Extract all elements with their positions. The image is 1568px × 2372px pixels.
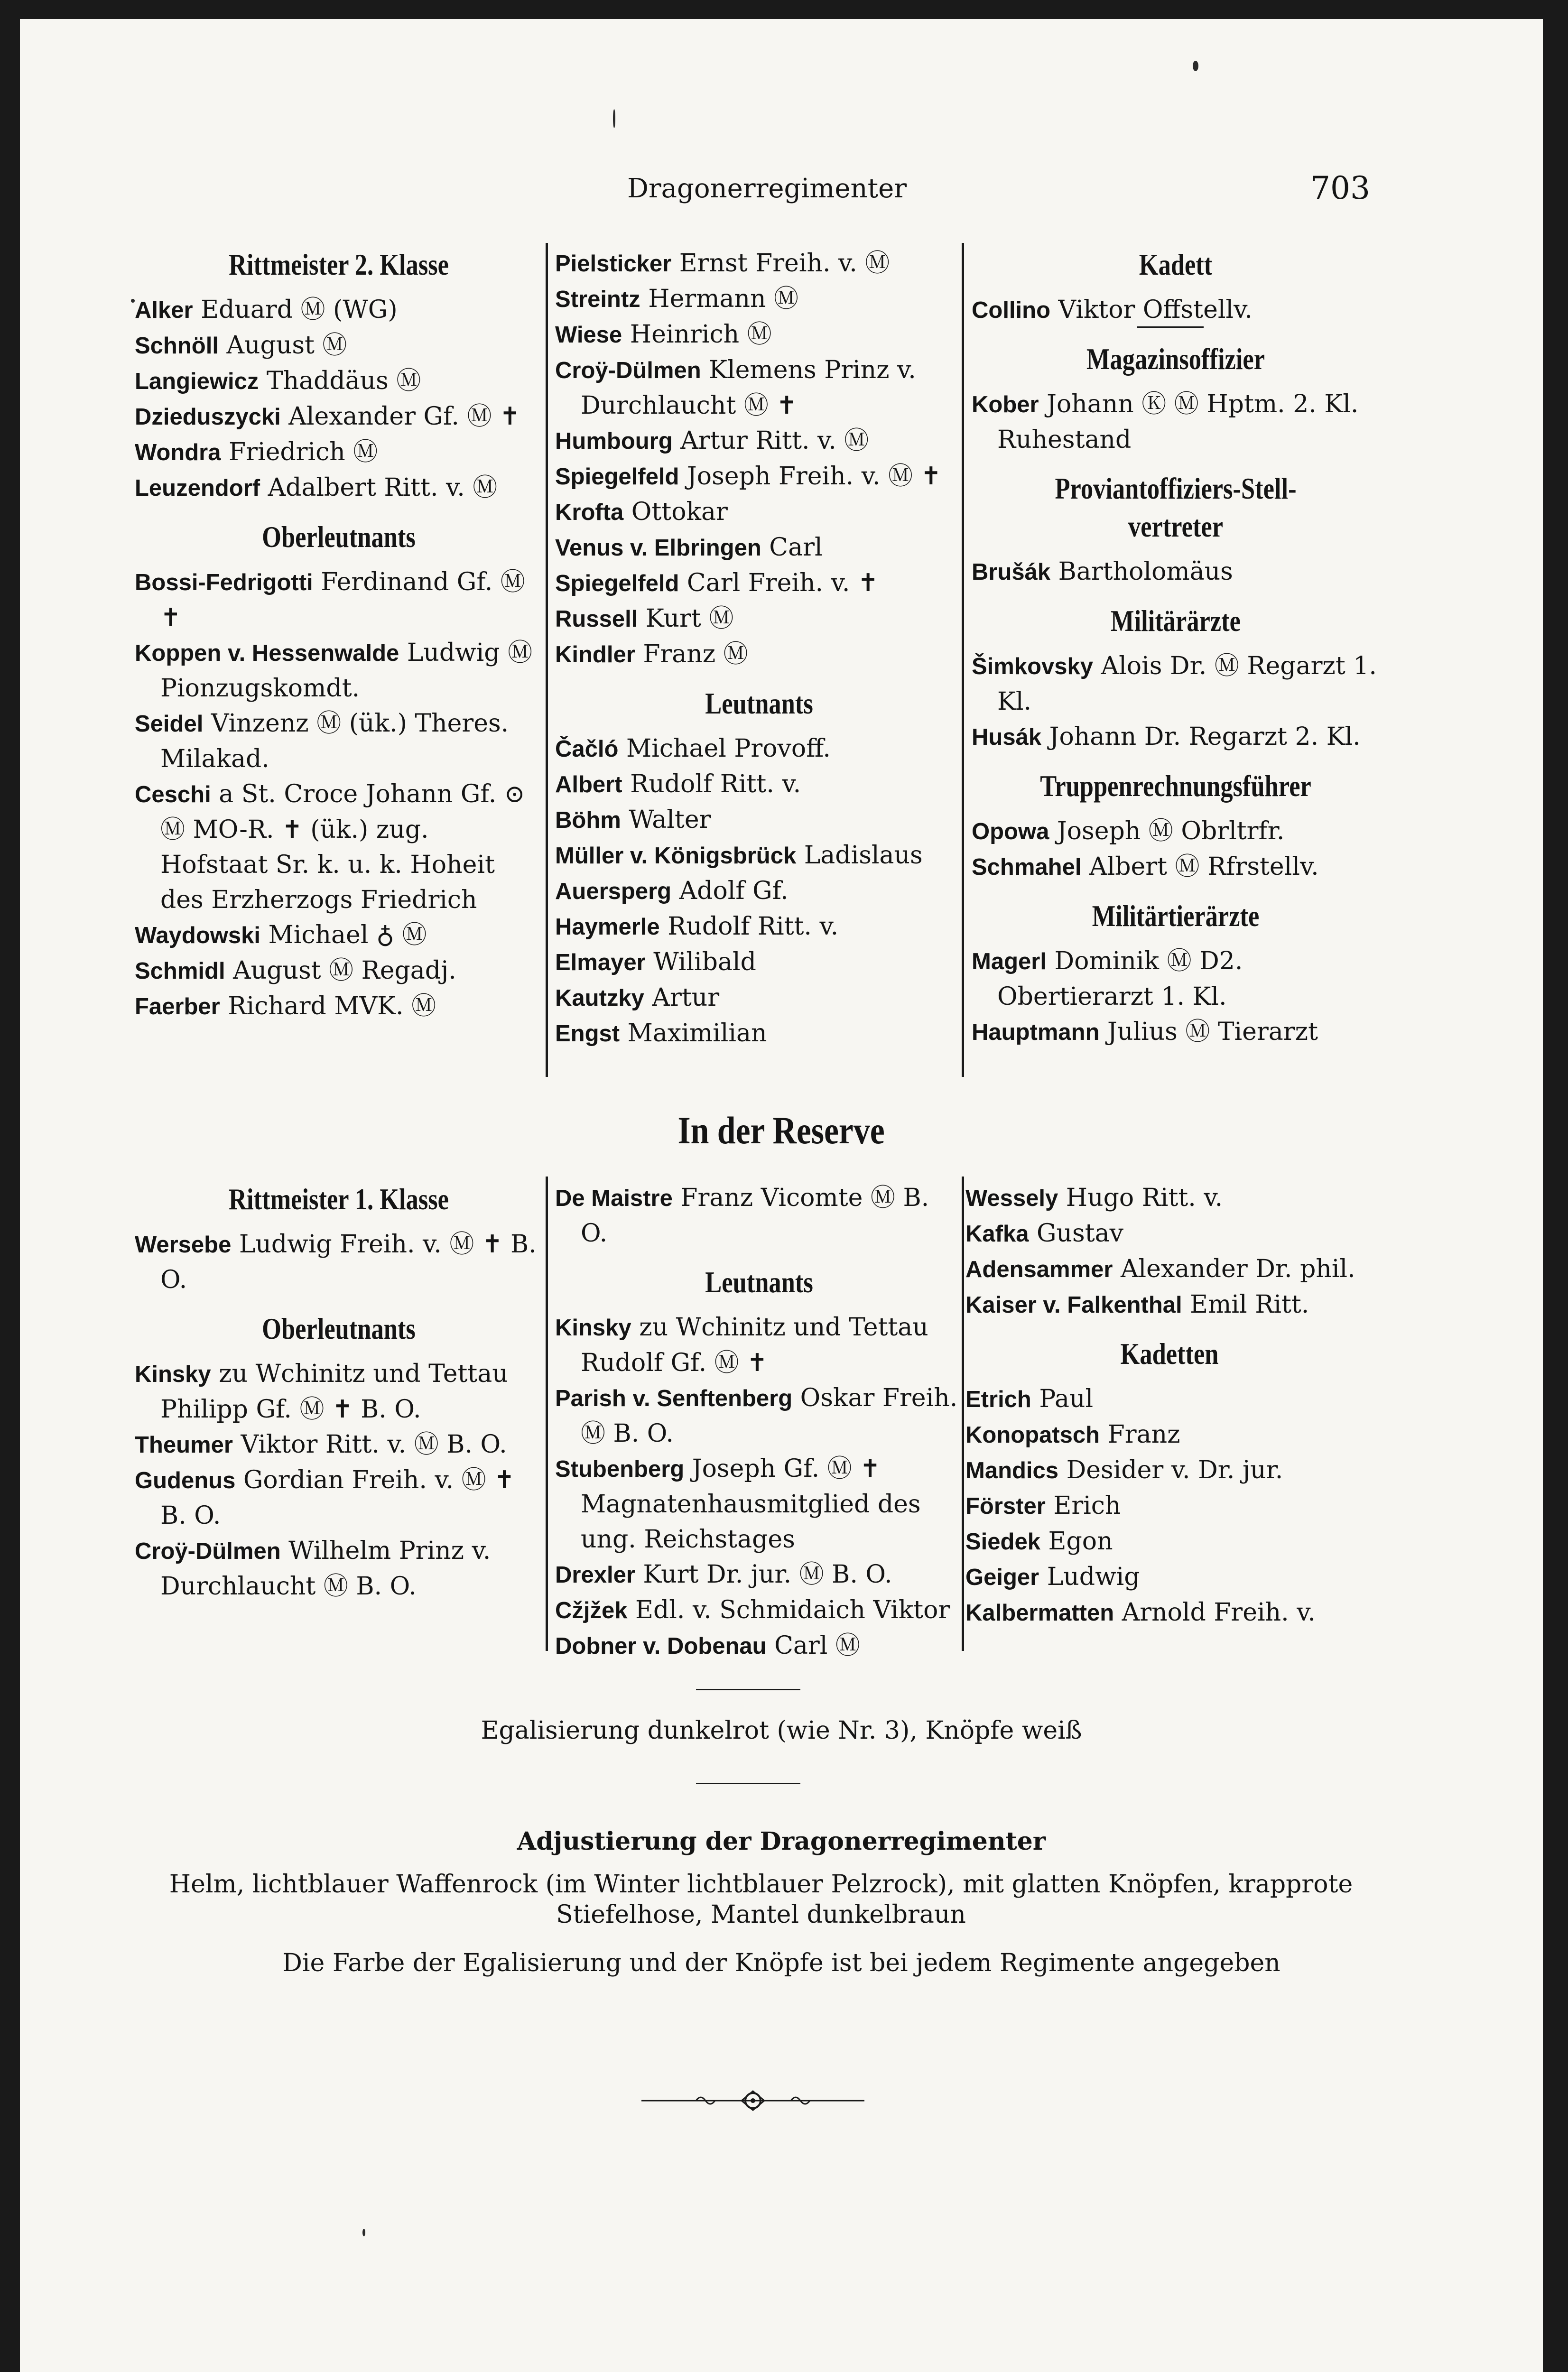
entry-details: Viktor Ritt. v. Ⓜ B. O. [232, 1430, 507, 1459]
column-top-middle [555, 246, 963, 1051]
entry-details: Richard MVK. Ⓜ [220, 992, 436, 1020]
entry-details: Viktor Offstellv. [1050, 296, 1253, 324]
entry-details: Erich [1045, 1492, 1121, 1520]
roster-entry [135, 777, 543, 917]
section-heading: Oberleutnants [262, 1312, 416, 1345]
roster-entry [972, 849, 1380, 885]
entry-surname: Leuzendorf [135, 475, 260, 501]
roster-entry [965, 1180, 1373, 1216]
scan-speck [1193, 61, 1198, 71]
column-divider [962, 1177, 964, 1651]
entry-surname: Kindler [555, 642, 635, 667]
entry-details: Ernst Freih. v. Ⓜ [671, 249, 890, 278]
entry-surname: Kafka [965, 1221, 1029, 1247]
roster-entry [135, 953, 543, 989]
roster-entry [965, 1251, 1373, 1287]
entry-details: Carl [761, 533, 823, 562]
separator-rule [696, 1783, 800, 1784]
roster-entry [135, 565, 543, 635]
entry-surname: Krofta [555, 500, 624, 525]
entry-details: Rudolf Ritt. v. [659, 912, 839, 941]
entry-surname: Konopatsch [965, 1422, 1100, 1448]
entry-surname: Auersperg [555, 879, 672, 904]
entry-details: Vinzenz Ⓜ (ük.) Theres. Milakad. [160, 709, 509, 773]
entry-details: Kurt Dr. jur. Ⓜ B. O. [635, 1560, 892, 1589]
column-top-left [135, 246, 543, 1024]
entry-details: Thaddäus Ⓜ [259, 367, 421, 395]
entry-surname: Seidel [135, 711, 204, 737]
entry-surname: Schmidl [135, 958, 225, 984]
entry-details: Friedrich Ⓜ [221, 438, 378, 466]
entry-surname: Croÿ-Dülmen [555, 358, 701, 383]
roster-entry [555, 909, 963, 945]
roster-entry [555, 1593, 963, 1628]
section-heading: Oberleutnants [262, 520, 416, 554]
entry-surname: Stubenberg [555, 1456, 685, 1482]
running-header: Dragonerregimenter [627, 173, 907, 204]
section-heading: Militärärzte [1111, 604, 1241, 638]
column-divider [962, 243, 964, 1077]
section-heading: Kadetten [1120, 1337, 1219, 1371]
roster-entry [555, 423, 963, 459]
roster-entry [555, 601, 963, 637]
entry-surname: Alker [135, 297, 193, 323]
entry-details: Franz Ⓜ [635, 640, 748, 668]
entry-surname: Collino [972, 297, 1051, 323]
column-divider [546, 1177, 548, 1651]
entry-surname: Streintz [555, 287, 640, 312]
entry-surname: Gudenus [135, 1468, 236, 1493]
entry-details: Artur Ritt. v. Ⓜ [672, 426, 869, 455]
entry-surname: Langiewicz [135, 369, 259, 394]
entry-details: zu Wchinitz und Tettau Philipp Gf. Ⓜ ✝ B. O. [160, 1360, 508, 1424]
roster-entry [972, 944, 1380, 1014]
roster-entry [135, 363, 543, 399]
entry-surname: Šimkovsky [972, 654, 1094, 679]
entry-surname: Ceschi [135, 782, 211, 807]
reserve-title-wrap [20, 1108, 1543, 1153]
entry-details: zu Wchinitz und Tettau Rudolf Gf. Ⓜ ✝ [581, 1313, 928, 1377]
separator-rule [696, 1689, 800, 1690]
section-heading: Proviantoffiziers-Stell-vertreter [1055, 472, 1297, 543]
entry-surname: De Maistre [555, 1186, 673, 1211]
roster-entry [135, 1427, 543, 1463]
entry-surname: Kober [972, 392, 1039, 417]
roster-entry [555, 767, 963, 802]
page-number: 703 [1310, 170, 1370, 206]
entry-details: Julius Ⓜ Tierarzt [1099, 1018, 1318, 1046]
entry-surname: Kalbermatten [965, 1600, 1114, 1626]
roster-entry [555, 352, 963, 423]
entry-surname: Venus v. Elbringen [555, 535, 761, 561]
entry-details: Carl Ⓜ [766, 1631, 860, 1660]
entry-surname: Förster [965, 1493, 1046, 1519]
roster-entry [972, 1014, 1380, 1050]
roster-entry [555, 459, 963, 494]
entry-details: Adolf Gf. [671, 877, 789, 905]
roster-entry [135, 1533, 543, 1604]
entry-surname: Čačló [555, 736, 619, 762]
roster-entry [965, 1595, 1373, 1631]
entry-surname: Wessely [965, 1186, 1058, 1211]
roster-entry [965, 1417, 1373, 1453]
roster-entry [555, 565, 963, 601]
entry-details: Ferdinand Gf. Ⓜ ✝ [160, 568, 525, 632]
entry-details: Joseph Gf. Ⓜ ✝ Magnatenhausmitglied des ung. Reichstages [581, 1455, 921, 1554]
entry-surname: Hauptmann [972, 1019, 1100, 1045]
roster-entry [972, 814, 1380, 849]
entry-surname: Pielsticker [555, 251, 672, 277]
entry-details: Desider v. Dr. jur. [1058, 1456, 1283, 1484]
roster-entry [555, 1016, 963, 1051]
roster-entry [555, 530, 963, 565]
entry-surname: Theumer [135, 1432, 233, 1458]
entry-details: Edl. v. Schmidaich Viktor [627, 1596, 950, 1624]
roster-entry [555, 1557, 963, 1593]
roster-entry [135, 917, 543, 953]
entry-surname: Humbourg [555, 428, 673, 454]
entry-surname: Böhm [555, 807, 621, 833]
entry-surname: Kaiser v. Falkenthal [965, 1292, 1182, 1318]
adjustierung-text: Helm, lichtblauer Waffenrock (im Winter lichtblauer Pelzrock), mit glatten Knöpfen, krapprote Stiefelhose, Mantel dunkelbraun [169, 1870, 1353, 1929]
entry-surname: Opowa [972, 819, 1049, 844]
book-page [20, 19, 1543, 2372]
entry-details: Alexander Gf. Ⓜ ✝ [280, 402, 520, 431]
section-heading: Rittmeister 1. Klasse [229, 1182, 449, 1216]
entry-surname: Wondra [135, 440, 221, 465]
roster-entry [135, 470, 543, 506]
roster-entry [965, 1216, 1373, 1251]
entry-surname: Mandics [965, 1458, 1059, 1483]
entry-details: Paul [1031, 1385, 1094, 1413]
roster-entry [135, 1356, 543, 1427]
section-heading: Leutnants [705, 1265, 813, 1299]
entry-surname: Cžjžek [555, 1598, 628, 1623]
roster-entry [965, 1488, 1373, 1524]
entry-details: Michael ♁ Ⓜ [260, 921, 427, 949]
entry-details: Joseph Freih. v. Ⓜ ✝ [679, 462, 942, 491]
reserve-title: In der Reserve [677, 1109, 885, 1152]
entry-details: Bartholomäus [1050, 557, 1233, 586]
roster-entry [965, 1559, 1373, 1595]
scan-speck [362, 2229, 365, 2236]
roster-entry [555, 281, 963, 317]
roster-entry [965, 1524, 1373, 1559]
roster-entry [555, 637, 963, 672]
entry-details: Albert Ⓜ Rfrstellv. [1081, 852, 1319, 881]
roster-entry [135, 1227, 543, 1297]
entry-details: Oskar Freih. Ⓜ B. O. [581, 1384, 958, 1448]
entry-details: Egon [1040, 1527, 1113, 1556]
roster-entry [135, 435, 543, 470]
roster-entry [135, 1463, 543, 1533]
roster-entry [555, 317, 963, 352]
entry-details: Rudolf Ritt. v. [622, 770, 801, 798]
entry-surname: Waydowski [135, 923, 261, 948]
entry-details: Michael Provoff. [618, 734, 831, 763]
entry-surname: Drexler [555, 1562, 635, 1588]
roster-entry [555, 802, 963, 838]
egalisierung-note: Egalisierung dunkelrot (wie Nr. 3), Knöpfe weiß [481, 1716, 1082, 1745]
entry-details: Ladislaus [796, 841, 923, 870]
entry-details: Heinrich Ⓜ [622, 320, 772, 349]
roster-entry [555, 246, 963, 281]
entry-surname: Albert [555, 772, 622, 797]
entry-surname: Wiese [555, 322, 622, 348]
entry-surname: Koppen v. Hessenwalde [135, 640, 399, 666]
section-heading: Truppenrechnungsführer [1040, 769, 1311, 803]
entry-surname: Haymerle [555, 914, 660, 940]
entry-surname: Croÿ-Dülmen [135, 1538, 281, 1564]
roster-entry [972, 292, 1380, 328]
roster-entry [555, 1628, 963, 1664]
entry-surname: Kautzky [555, 985, 644, 1011]
roster-entry [135, 292, 543, 328]
entry-details: Adalbert Ritt. v. Ⓜ [260, 473, 498, 502]
roster-entry [555, 838, 963, 873]
scan-speck [613, 109, 615, 128]
roster-entry [135, 328, 543, 363]
entry-details: Hugo Ritt. v. [1058, 1184, 1223, 1212]
roster-entry [972, 719, 1380, 755]
entry-details: Eduard Ⓜ (WG) [193, 296, 398, 324]
adjustierung-note: Die Farbe der Egalisierung und der Knöpfe ist bei jedem Regimente angegeben [282, 1949, 1280, 1977]
entry-surname: Brušák [972, 559, 1051, 585]
entry-details: Ludwig Freih. v. Ⓜ ✝ B. O. [160, 1230, 537, 1294]
entry-details: Gordian Freih. v. Ⓜ ✝ B. O. [160, 1466, 515, 1530]
entry-details: Klemens Prinz v. Durchlaucht Ⓜ ✝ [581, 356, 916, 420]
section-heading: Militärtierärzte [1092, 899, 1260, 933]
adjustierung-title: Adjustierung der Dragonerregimenter [517, 1827, 1046, 1856]
roster-entry [555, 494, 963, 530]
entry-surname: Dzieduszycki [135, 404, 281, 430]
entry-details: Wilibald [645, 948, 756, 976]
entry-surname: Faerber [135, 994, 220, 1019]
entry-surname: Spiegelfeld [555, 571, 679, 596]
column-divider [546, 243, 548, 1077]
roster-entry [972, 649, 1380, 719]
column-reserve-right [965, 1180, 1373, 1631]
roster-entry [965, 1453, 1373, 1488]
entry-surname: Etrich [965, 1387, 1031, 1412]
roster-entry [965, 1381, 1373, 1417]
roster-entry [555, 945, 963, 980]
entry-details: Wilhelm Prinz v. Durchlaucht Ⓜ B. O. [160, 1537, 491, 1601]
roster-entry [972, 387, 1380, 457]
entry-details: Artur [644, 983, 720, 1012]
entry-surname: Schnöll [135, 333, 219, 359]
entry-surname: Schmahel [972, 854, 1082, 880]
roster-entry [135, 706, 543, 777]
entry-details: Kurt Ⓜ [638, 604, 734, 633]
roster-entry [555, 980, 963, 1016]
roster-entry [555, 731, 963, 767]
roster-entry [965, 1287, 1373, 1323]
roster-entry [555, 1180, 963, 1251]
entry-details: a St. Croce Johann Gf. ⊙ Ⓜ MO-R. ✝ (ük.) zug. Hofstaat Sr. k. u. k. Hoheit des Erzherzogs Friedrich [160, 780, 525, 914]
entry-details: August Ⓜ Regadj. [225, 956, 456, 985]
roster-entry [555, 873, 963, 909]
scan-speck [131, 299, 135, 303]
section-heading: Leutnants [705, 686, 813, 720]
entry-surname: Magerl [972, 949, 1047, 974]
entry-details: Alexander Dr. phil. [1113, 1255, 1355, 1283]
roster-entry [135, 399, 543, 435]
short-rule [1137, 326, 1204, 328]
entry-surname: Bossi-Fedrigotti [135, 570, 313, 595]
roster-entry [555, 1451, 963, 1557]
entry-surname: Kinsky [135, 1362, 211, 1387]
entry-details: Franz Vicomte Ⓜ B. O. [581, 1184, 929, 1248]
entry-surname: Engst [555, 1021, 620, 1047]
entry-surname: Husák [972, 724, 1042, 750]
entry-details: Franz [1100, 1420, 1180, 1449]
entry-details: Johann Ⓚ Ⓜ Hptm. 2. Kl. Ruhestand [997, 390, 1359, 454]
entry-details: Dominik Ⓜ D2. Obertierarzt 1. Kl. [997, 947, 1243, 1011]
entry-details: Walter [621, 806, 711, 834]
entry-details: Maximilian [620, 1019, 767, 1047]
entry-surname: Russell [555, 606, 638, 632]
entry-details: Alois Dr. Ⓜ Regarzt 1. Kl. [997, 652, 1377, 716]
entry-details: Joseph Ⓜ Obrltrfr. [1049, 817, 1285, 845]
entry-details: Emil Ritt. [1182, 1290, 1309, 1319]
entry-surname: Elmayer [555, 950, 646, 975]
entry-surname: Geiger [965, 1565, 1039, 1590]
entry-surname: Wersebe [135, 1232, 232, 1258]
entry-details: August Ⓜ [218, 331, 347, 360]
entry-details: Ottokar [623, 498, 728, 526]
entry-surname: Parish v. Senftenberg [555, 1386, 793, 1411]
roster-entry [972, 554, 1380, 590]
roster-entry [555, 1310, 963, 1381]
entry-details: Gustav [1029, 1219, 1123, 1248]
entry-surname: Spiegelfeld [555, 464, 679, 490]
column-reserve-left [135, 1180, 543, 1604]
decorative-ornament [641, 2087, 864, 2114]
entry-details: Carl Freih. v. ✝ [679, 569, 879, 597]
column-reserve-middle [555, 1180, 963, 1664]
section-heading: Magazinsoffizier [1086, 342, 1265, 376]
section-heading: Rittmeister 2. Klasse [229, 248, 449, 281]
entry-surname: Adensammer [965, 1257, 1113, 1282]
entry-surname: Siedek [965, 1529, 1040, 1555]
entry-surname: Müller v. Königsbrück [555, 843, 797, 869]
entry-details: Hermann Ⓜ [640, 285, 799, 313]
entry-details: Johann Dr. Regarzt 2. Kl. [1041, 723, 1361, 751]
section-heading: Kadett [1139, 248, 1213, 281]
entry-details: Ludwig Ⓜ Pionzugskomdt. [160, 639, 533, 703]
column-top-right [972, 246, 1380, 1050]
roster-entry [555, 1381, 963, 1451]
entry-details: Ludwig [1039, 1563, 1140, 1591]
entry-surname: Dobner v. Dobenau [555, 1633, 767, 1659]
roster-entry [135, 635, 543, 706]
roster-entry [135, 989, 543, 1024]
entry-details: Arnold Freih. v. [1114, 1598, 1316, 1627]
entry-surname: Kinsky [555, 1315, 631, 1341]
